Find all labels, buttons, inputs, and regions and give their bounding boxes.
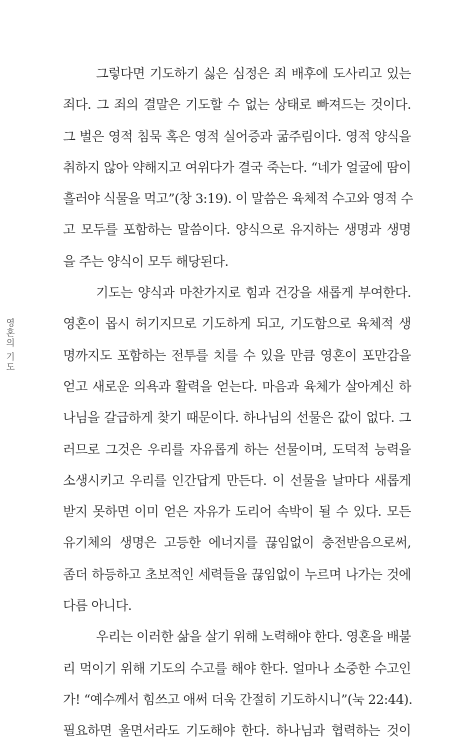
text-line: 나님을 갈급하게 찾기 때문이다. 하나님의 선물은 값이 없다. 그 — [63, 411, 411, 427]
paragraph — [63, 59, 411, 278]
text-line: 고 모두를 포함하는 말씀이다. 양식으로 유지하는 생명과 생명 — [63, 223, 411, 239]
text-line: 우리는 이러한 삶을 살기 위해 노력해야 한다. 영혼을 배불 — [96, 630, 411, 646]
paragraph — [63, 622, 411, 747]
text-line: 명까지도 포함하는 전투를 치를 수 있을 만큼 영혼이 포만감을 — [63, 348, 411, 364]
text-line: 가! “예수께서 힘쓰고 애써 더욱 간절히 기도하시니”(눅 22:44). — [63, 692, 413, 708]
text-line: 유기체의 생명은 고등한 에너지를 끊임없이 충전받음으로써, — [63, 536, 411, 552]
running-head: 영혼의 기도 — [4, 318, 14, 372]
text-line: 좀더 하등하고 초보적인 세력들을 끊임없이 누르며 나가는 것에 — [63, 567, 411, 583]
text-line: 그 벌은 영적 침묵 혹은 영적 실어증과 굶주림이다. 영적 양식을 — [63, 129, 411, 145]
body-text — [63, 59, 411, 748]
text-line: 죄다. 그 죄의 결말은 기도할 수 없는 상태로 빠져드는 것이다. — [63, 98, 411, 114]
text-line: 취하지 않아 약해지고 여위다가 결국 죽는다. “네가 얼굴에 땀이 — [63, 160, 411, 176]
text-line: 리 먹이기 위해 기도의 수고를 해야 한다. 얼마나 소중한 수고인 — [63, 661, 411, 677]
text-line: 다름 아니다. — [63, 599, 132, 615]
text-line: 소생시키고 우리를 인간답게 만든다. 이 선물을 날마다 새롭게 — [63, 473, 411, 489]
text-line: 을 주는 양식이 모두 해당된다. — [63, 254, 229, 270]
text-line: 얻고 새로운 의욕과 활력을 얻는다. 마음과 육체가 살아계신 하 — [63, 379, 411, 395]
text-line: 영혼이 몹시 허기지므로 기도하게 되고, 기도함으로 육체적 생 — [63, 317, 411, 333]
text-line: 그렇다면 기도하기 싫은 심정은 죄 배후에 도사리고 있는 — [96, 67, 411, 82]
text-line: 받지 못하면 이미 얻은 자유가 도리어 속박이 될 수 있다. 모든 — [63, 505, 411, 521]
text-line: 러므로 그것은 우리를 자유롭게 하는 선물이며, 도덕적 능력을 — [63, 442, 411, 458]
text-line: 흘러야 식물을 먹고”(창 3:19). 이 말씀은 육체적 수고와 영적 수 — [63, 192, 413, 208]
text-line: 필요하면 울면서라도 기도해야 한다. 하나님과 협력하는 것이 — [63, 724, 411, 740]
paragraph — [63, 278, 411, 622]
text-line: 기도는 양식과 마찬가지로 힘과 건강을 새롭게 부여한다. — [96, 286, 411, 302]
